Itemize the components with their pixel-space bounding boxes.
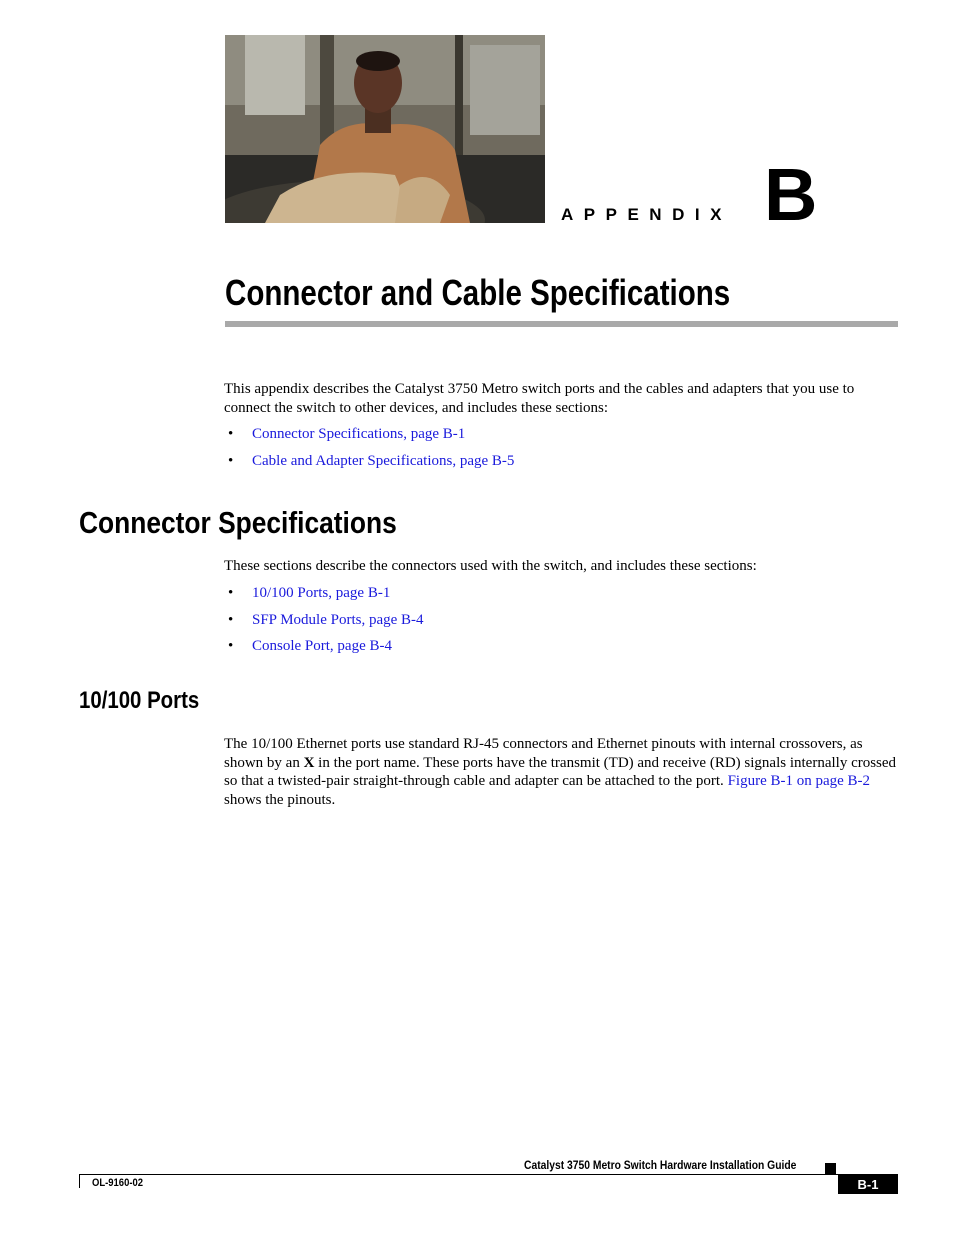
connector-link-list <box>228 584 424 664</box>
bullet-icon: • <box>228 611 234 628</box>
ports-bold-x: X <box>303 754 315 771</box>
list-item <box>228 425 514 452</box>
ports-paragraph <box>224 735 899 809</box>
section-heading: Connector Specifications <box>79 505 397 540</box>
link-connector-specifications[interactable]: Connector Specifications, page B-1 <box>252 426 466 442</box>
footer-tick <box>79 1174 80 1188</box>
appendix-letter: B <box>764 153 818 236</box>
footer-rule <box>79 1174 898 1175</box>
footer-page-number: B-1 <box>857 1177 879 1192</box>
list-item <box>228 611 424 638</box>
header-photo <box>225 35 545 223</box>
footer-doc-number: OL-9160-02 <box>92 1177 144 1189</box>
connector-paragraph: These sections describe the connectors used with the switch, and includes these sections: <box>224 558 757 574</box>
link-cable-adapter-specifications[interactable]: Cable and Adapter Specifications, page B-5 <box>252 452 515 469</box>
list-item <box>228 452 514 479</box>
ports-text-2: in the port name. These ports have the transmit (TD) and receive (RD) signals internally crossed so that a twisted-pair straight-through cable and adapter can be attached to the port. <box>224 754 897 789</box>
bullet-icon: • <box>228 452 234 469</box>
intro-paragraph: This appendix describes the Catalyst 3750 Metro switch ports and the cables and adapters that you use to connect the switch to other devices, and includes these sections: <box>224 381 855 416</box>
title-rule <box>225 321 898 327</box>
link-console-port[interactable]: Console Port, page B-4 <box>252 638 392 654</box>
list-item <box>228 584 424 611</box>
ports-text-3: shows the pinouts. <box>224 791 336 808</box>
bullet-icon: • <box>228 638 234 654</box>
appendix-label: APPENDIX <box>561 205 732 224</box>
ports-text-1: The 10/100 Ethernet ports use standard RJ-45 connectors and Ethernet pinouts with internal crossovers, as shown by an <box>224 736 863 771</box>
page-title: Connector and Cable Specifications <box>225 272 731 313</box>
person-portrait-photo <box>225 35 545 223</box>
link-sfp-module-ports[interactable]: SFP Module Ports, page B-4 <box>252 611 424 628</box>
footer-guide-title: Catalyst 3750 Metro Switch Hardware Installation Guide <box>524 1158 797 1172</box>
footer-marker <box>825 1163 836 1174</box>
figure-link[interactable]: Figure B-1 on page B-2 <box>727 773 871 789</box>
list-item <box>228 637 424 664</box>
intro-link-list <box>228 425 514 478</box>
subsection-heading: 10/100 Ports <box>79 687 200 714</box>
bullet-icon: • <box>228 426 234 442</box>
link-10-100-ports[interactable]: 10/100 Ports, page B-1 <box>252 585 391 601</box>
bullet-icon: • <box>228 585 234 601</box>
